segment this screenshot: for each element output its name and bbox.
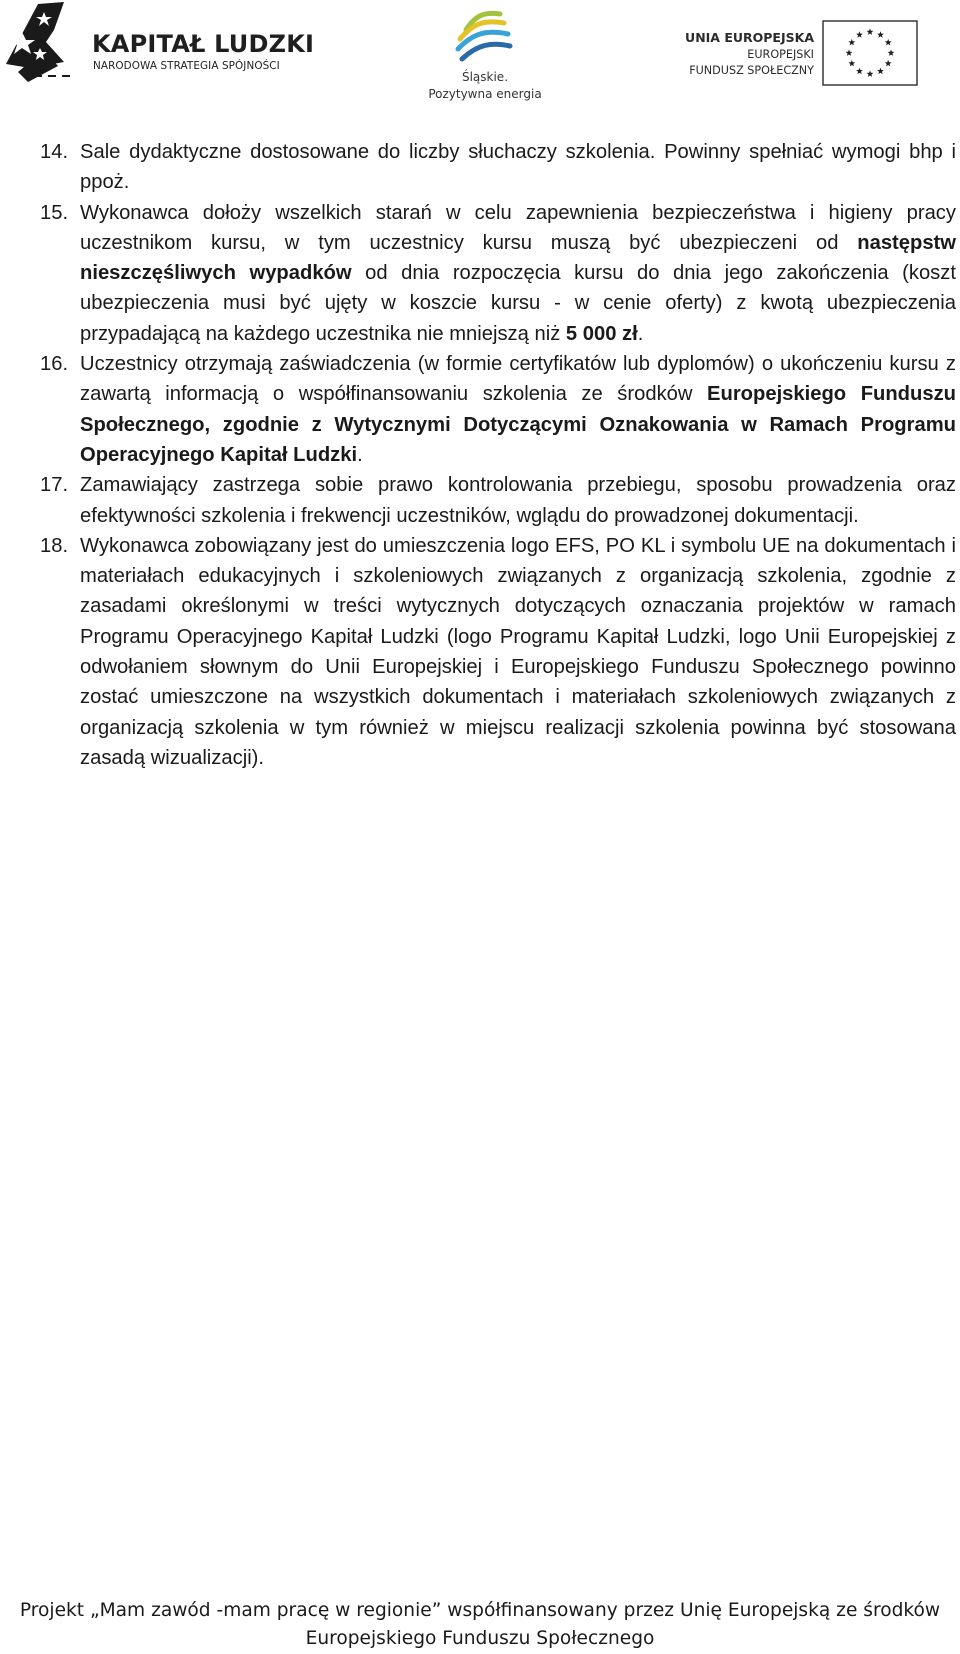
item-text-bold: następstw nieszczęśliwych wypadków	[80, 231, 956, 285]
list-item	[40, 198, 956, 349]
item-number: 16.	[40, 353, 69, 376]
list-item	[40, 470, 956, 531]
document-body	[40, 137, 956, 773]
kapital-ludzki-subtitle: NARODOWA STRATEGIA SPÓJNOŚCI	[93, 60, 280, 72]
slaskie-waves-icon	[420, 6, 550, 68]
list-item	[40, 137, 956, 198]
item-number: 18.	[40, 534, 69, 557]
page-footer	[0, 1597, 960, 1653]
slaskie-logo	[420, 6, 550, 106]
item-text: Zamawiający zastrzega sobie prawo kontrolowania przebiegu, sposobu prowadzenia oraz efektywności szkolenia i frekwencji uczestników, wglądu do prowadzonej dokumentacji.	[80, 474, 956, 527]
item-number: 17.	[40, 474, 69, 497]
footer-line-2: Europejskiego Funduszu Społecznego	[305, 1628, 655, 1649]
eu-line-1: UNIA EUROPEJSKA	[685, 30, 814, 45]
eu-line-3: FUNDUSZ SPOŁECZNY	[689, 64, 814, 77]
eu-logo	[685, 18, 950, 90]
kapital-ludzki-emblem-icon	[4, 2, 88, 94]
item-number: 14.	[40, 141, 69, 163]
footer-line-1: Projekt „Mam zawód -mam pracę w regionie” współfinansowany przez Unię Europejską ze środków	[19, 1600, 941, 1621]
kapital-ludzki-logo	[4, 2, 315, 94]
item-text: Uczestnicy otrzymają zaświadczenia (w formie certyfikatów lub dyplomów) o ukończeniu kursu z zawartą informacją o współfinansowaniu szkolenia ze środków	[80, 353, 956, 406]
item-text: Sale dydaktyczne dostosowane do liczby słuchaczy szkolenia. Powinny spełniać wymogi bhp i ppoż.	[80, 141, 956, 194]
eu-flag-icon	[822, 20, 918, 86]
slaskie-name: Śląskie.	[461, 70, 509, 84]
item-text-bold: Europejskiego Funduszu Społecznego, zgodnie z Wytycznymi Dotyczącymi Oznakowania w Ramach Programu Operacyjnego Kapitał Ludzki	[80, 383, 956, 466]
list-item	[40, 349, 956, 470]
item-text: od dnia rozpoczęcia kursu do dnia jego zakończenia (koszt ubezpieczenia musi być ujęty w koszcie kursu - w cenie oferty) z kwotą ubezpieczenia przypadającą na każdego uczestnika nie mniejszą niż	[80, 262, 956, 345]
item-text-bold: 5 000 zł	[565, 322, 638, 345]
slaskie-tagline: Pozytywna energia	[428, 87, 542, 101]
item-text: Wykonawca zobowiązany jest do umieszczenia logo EFS, PO KL i symbolu UE na dokumentach i materiałach edukacyjnych i szkoleniowych związanych z organizacją szkolenia, zgodnie z zasadami określonymi w treści wytycznych dotyczących oznaczania projektów w ramach Programu Operacyjnego Kapitał Ludzki (logo Programu Kapitał Ludzki, logo Unii Europejskiej z odwołaniem słownym do Unii Europejskiej i Europejskiego Funduszu Społecznego powinno zostać umieszczone na wszystkich dokumentach i materiałach szkoleniowych związanych z organizacją szkolenia w tym również w miejscu realizacji szkolenia powinna być stosowana zasadą wizualizacji).	[80, 534, 956, 769]
list-item	[40, 531, 956, 773]
item-number: 15.	[40, 201, 69, 224]
item-text: Wykonawca dołoży wszelkich starań w celu zapewnienia bezpieczeństwa i higieny pracy uczestnikom kursu, w tym uczestnicy kursu muszą być ubezpieczeni od	[80, 201, 956, 254]
item-text: .	[637, 322, 644, 345]
item-text: .	[357, 443, 363, 466]
kapital-ludzki-title: KAPITAŁ LUDZKI	[92, 30, 315, 58]
eu-line-2: EUROPEJSKI	[747, 48, 814, 61]
requirements-list	[40, 137, 956, 773]
